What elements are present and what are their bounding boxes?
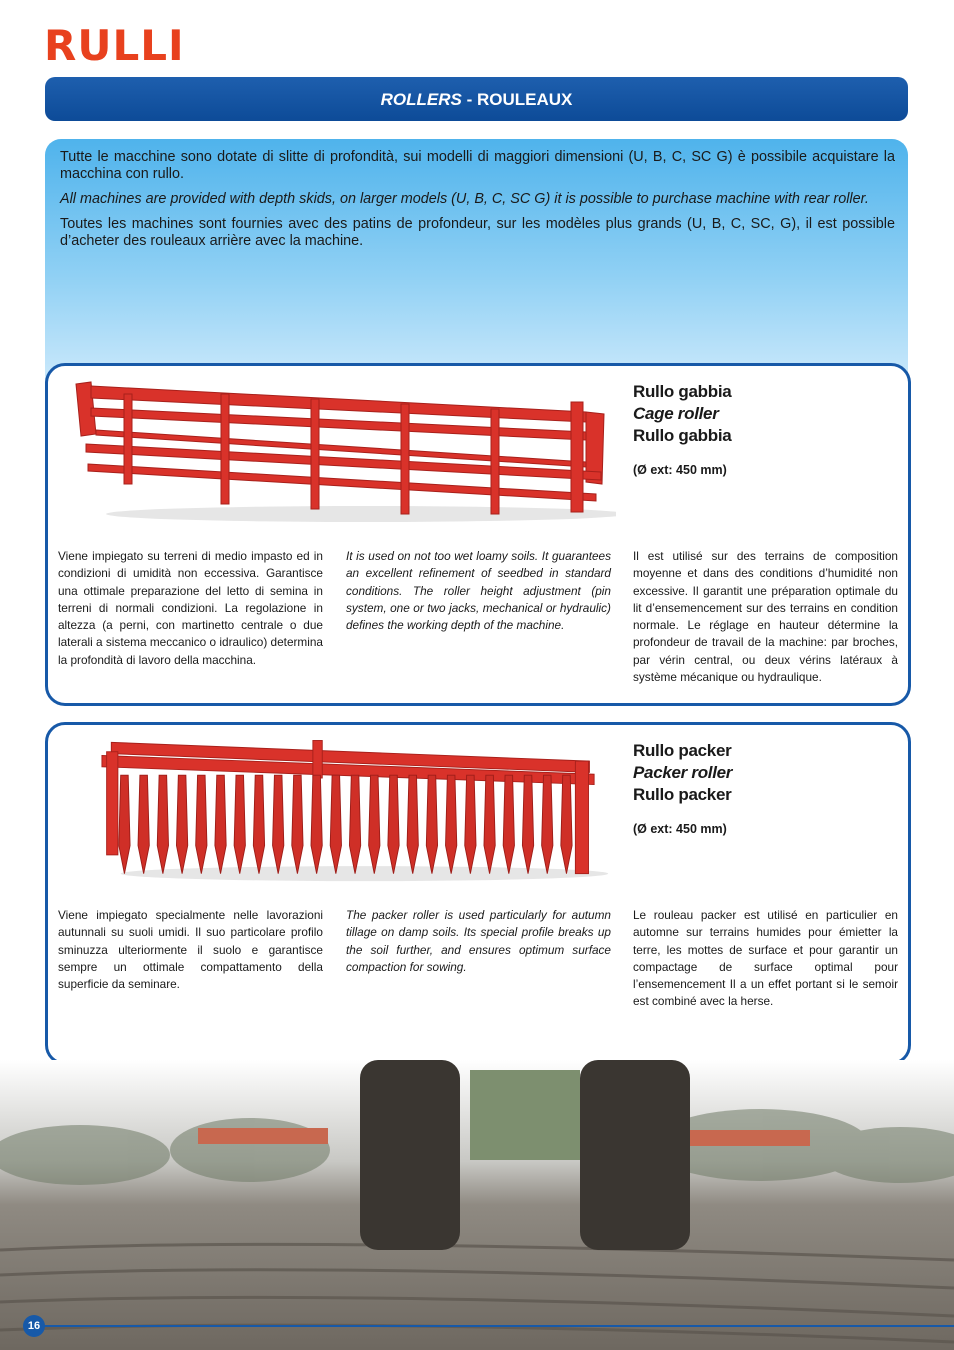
band-rest: ROULEAUX <box>476 90 573 109</box>
packer-name-it: Rullo packer <box>633 741 732 760</box>
footer-line <box>44 1325 954 1327</box>
cage-roller-heading <box>633 381 731 481</box>
cage-text-it: Viene impiegato su terreni di medio impasto ed in condizioni di umidità non eccessiva. Garantisce una ottimale preparazione del letto di semina in terreni di normali condizioni. La regolazione in altezza (a perni, con martinetto centrale o due laterali a sistema meccanico o idraulico) determina la profondità di lavoro della macchina. <box>58 549 323 667</box>
cage-roller-image <box>66 374 616 524</box>
cage-name-en: Cage roller <box>633 404 719 423</box>
packer-name-en: Packer roller <box>633 763 733 782</box>
band-separator: - <box>461 90 477 109</box>
intro-french: Toutes les machines sont fournies avec des patins de profondeur, sur les modèles plus grands (U, B, C, SC, G), il est possible d’acheter des rouleaux arrière avec la machine. <box>60 216 895 249</box>
section-band <box>45 77 908 121</box>
cage-diameter: (Ø ext: 450 mm) <box>633 463 727 477</box>
intro-italian: Tutte le macchine sono dotate di slitte di profondità, sui modelli di maggiori dimensioni (U, B, C, SC G) è possibile acquistare la macchina con rullo. <box>60 149 895 182</box>
intro-english: All machines are provided with depth skids, on larger models (U, B, C, SC G) it is possible to purchase machine with rear roller. <box>60 191 869 207</box>
cage-name-it: Rullo gabbia <box>633 382 732 401</box>
page-title: RULLI <box>44 21 185 70</box>
packer-roller-heading <box>633 740 732 840</box>
packer-diameter: (Ø ext: 450 mm) <box>633 822 727 836</box>
packer-name-fr: Rullo packer <box>633 785 732 804</box>
cage-text-fr: Il est utilisé sur des terrains de composition moyenne et dans des conditions d’humidité non excessive. Il garantit une préparation optimale du lit d’ensemencement sur des terrains en condition normale. Le réglage en hauteur détermine la profondeur de travail de la machine: par broches, par vérin central, ou deux vérins latéraux à système mécanique ou hydraulique. <box>633 549 898 685</box>
cage-roller-card <box>45 363 911 706</box>
packer-text-fr: Le rouleau packer est utilisé en particulier en automne sur terrains humides pour émietter la terre, les mottes de surface et pour garantir un compactage de surface optimal pour l’ensemencement Il a un effet portant si le semoir est combiné avec la herse. <box>633 908 898 1009</box>
intro-text <box>60 149 895 258</box>
packer-text-en: The packer roller is used particularly for autumn tillage on damp soils. Its special profile breaks up the soil further, and ensures optimum surface compaction for sowing. <box>346 908 611 974</box>
band-italic: ROLLERS <box>380 90 462 109</box>
packer-text-it: Viene impiegato specialmente nelle lavorazioni autunnali su suoli umidi. Il suo particolare profilo sminuzza ulteriormente il suolo e garantisce sempre un ottimale compattamento della superficie da seminare. <box>58 908 323 992</box>
cage-text-en: It is used on not too wet loamy soils. It guarantees an excellent refinement of seedbed in standard conditions. The roller height adjustment (pin system, one or two jacks, mechanical or hydraulic) defines the working depth of the machine. <box>346 549 611 633</box>
packer-roller-card <box>45 722 911 1065</box>
field-tractor-photo <box>0 1060 954 1350</box>
cage-name-fr: Rullo gabbia <box>633 426 732 445</box>
packer-roller-image <box>66 733 616 883</box>
page-number: 16 <box>23 1315 45 1337</box>
